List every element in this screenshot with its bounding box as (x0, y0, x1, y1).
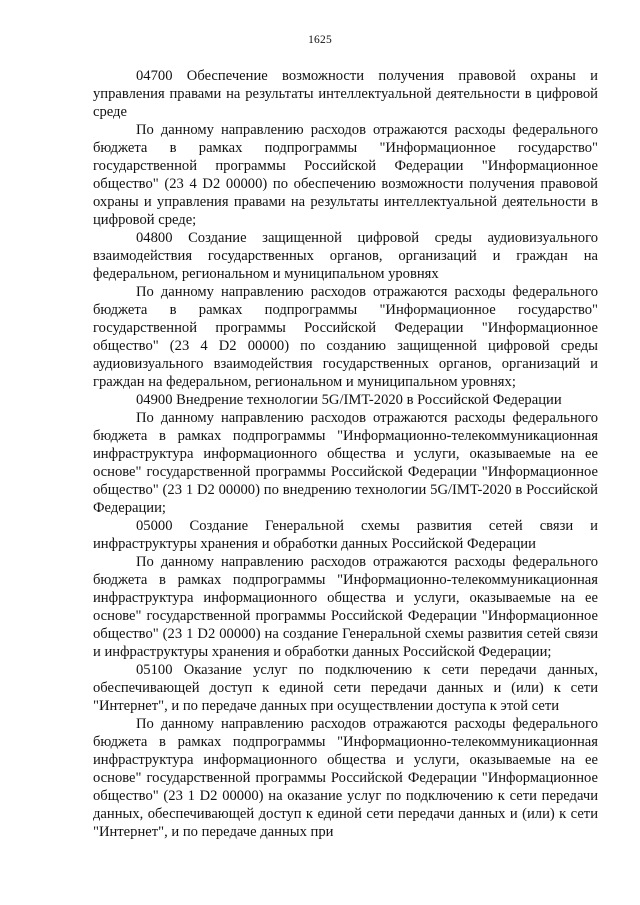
paragraph-05100-heading: 05100 Оказание услуг по подключению к сети передачи данных, обеспечивающей доступ к единой сети передачи данных и (или) к сети "Интернет", и по передаче данных при осуществлении доступа к этой сети (93, 662, 598, 714)
paragraph-04700-heading: 04700 Обеспечение возможности получения правовой охраны и управления правами на результаты интеллектуальной деятельности в цифровой среде (93, 68, 598, 120)
paragraph-04800-heading: 04800 Создание защищенной цифровой среды аудиовизуального взаимодействия государственных органов, организаций и граждан на федеральном, региональном и муниципальном уровнях (93, 230, 598, 282)
paragraph-04700-description: По данному направлению расходов отражаются расходы федерального бюджета в рамках подпрограммы "Информационное государство" государственной программы Российской Федерации "Информационное общество" (23 4 D2 00000) по обеспечению возможности получения правовой охраны и управления правами на результаты интеллектуальной деятельности в цифровой среде; (93, 122, 598, 228)
paragraph-04900-heading: 04900 Внедрение технологии 5G/IMT-2020 в Российской Федерации (136, 392, 562, 408)
paragraph-04800-description: По данному направлению расходов отражаются расходы федерального бюджета в рамках подпрограммы "Информационное государство" государственной программы Российской Федерации "Информационное общество" (23 4 D2 00000) по созданию защищенной цифровой среды аудиовизуального взаимодействия государственных органов, организаций и граждан на федеральном, региональном и муниципальном уровнях; (93, 284, 598, 390)
paragraph-05000-heading: 05000 Создание Генеральной схемы развития сетей связи и инфраструктуры хранения и обработки данных Российской Федерации (93, 518, 598, 552)
paragraph-05100-description: По данному направлению расходов отражаются расходы федерального бюджета в рамках подпрограммы "Информационно-телекоммуникационная инфраструктура информационного общества и услуги, оказываемые на ее основе" государственной программы Российской Федерации "Информационное общество" (23 1 D2 00000) на оказание услуг по подключению к сети передачи данных, обеспечивающей доступ к единой сети передачи данных и (или) к сети "Интернет", и по передаче данных при (93, 716, 598, 840)
document-body (93, 67, 598, 841)
paragraph-04900-description: По данному направлению расходов отражаются расходы федерального бюджета в рамках подпрограммы "Информационно-телекоммуникационная инфраструктура информационного общества и услуги, оказываемые на ее основе" государственной программы Российской Федерации "Информационное общество" (23 1 D2 00000) по внедрению технологии 5G/IMT-2020 в Российской Федерации; (93, 410, 598, 516)
page-number: 1625 (308, 34, 332, 46)
paragraph-05000-description: По данному направлению расходов отражаются расходы федерального бюджета в рамках подпрограммы "Информационно-телекоммуникационная инфраструктура информационного общества и услуги, оказываемые на ее основе" государственной программы Российской Федерации "Информационное общество" (23 1 D2 00000) на создание Генеральной схемы развития сетей связи и инфраструктуры хранения и обработки данных Российской Федерации; (93, 554, 598, 660)
